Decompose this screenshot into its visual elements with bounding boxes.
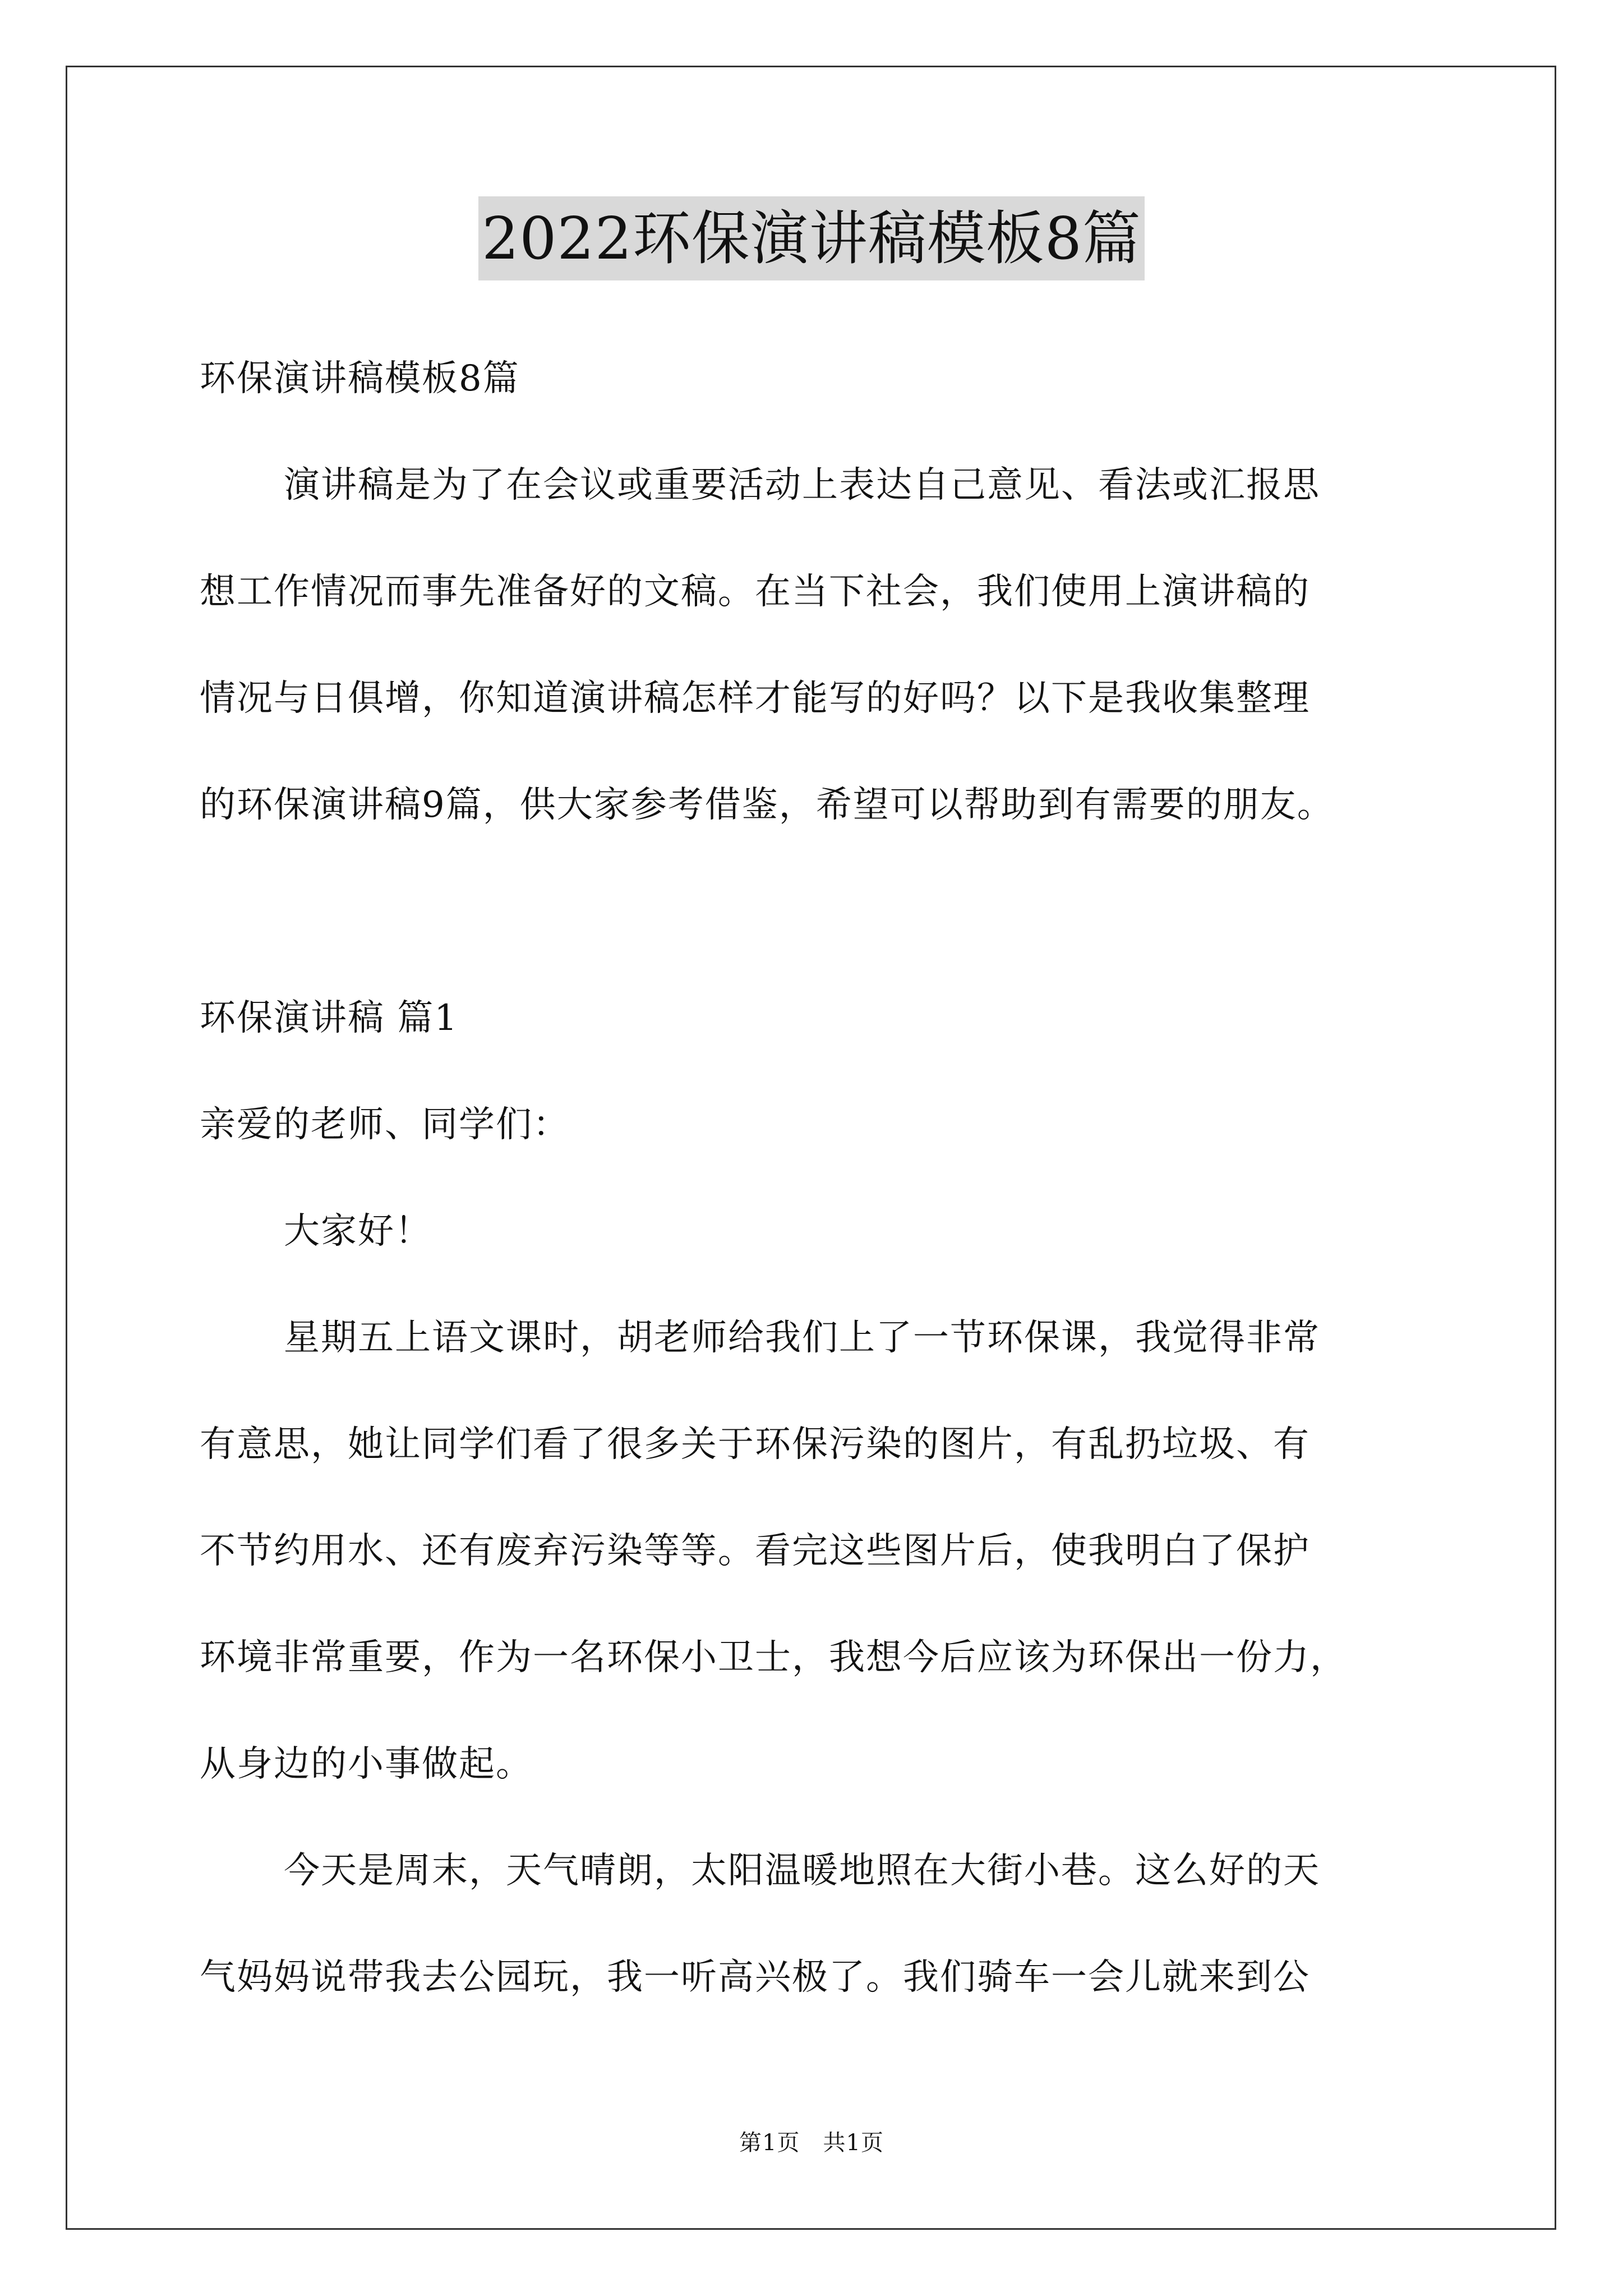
- paragraph1-line-3: 不节约用水、还有废弃污染等等。看完这些图片后，使我明白了保护: [200, 1530, 1310, 1572]
- paragraph1-line-1: 星期五上语文课时，胡老师给我们上了一节环保课，我觉得非常: [284, 1317, 1320, 1359]
- paragraph1-line-4: 环境非常重要，作为一名环保小卫士，我想今后应该为环保出一份力，: [200, 1637, 1347, 1678]
- document-subtitle: 环保演讲稿模板8篇: [200, 358, 520, 399]
- intro-line-1: 演讲稿是为了在会议或重要活动上表达自己意见、看法或汇报思: [284, 464, 1320, 506]
- document-title: 2022环保演讲稿模板8篇: [478, 196, 1145, 280]
- salutation: 亲爱的老师、同学们：: [200, 1104, 570, 1145]
- paragraph2-line-2: 气妈妈说带我去公园玩，我一听高兴极了。我们骑车一会儿就来到公: [200, 1957, 1310, 1998]
- intro-line-4: 的环保演讲稿9篇，供大家参考借鉴，希望可以帮助到有需要的朋友。: [200, 784, 1334, 826]
- page-footer: 第1页 共1页: [739, 2130, 884, 2156]
- paragraph1-line-2: 有意思，她让同学们看了很多关于环保污染的图片，有乱扔垃圾、有: [200, 1424, 1310, 1465]
- paragraph1-line-5: 从身边的小事做起。: [200, 1743, 533, 1785]
- paragraph2-line-1: 今天是周末，天气晴朗，太阳温暖地照在大街小巷。这么好的天: [284, 1850, 1320, 1892]
- intro-line-2: 想工作情况而事先准备好的文稿。在当下社会，我们使用上演讲稿的: [200, 571, 1310, 613]
- intro-line-3: 情况与日俱增，你知道演讲稿怎样才能写的好吗？以下是我收集整理: [200, 678, 1310, 719]
- title-container: [0, 196, 1623, 280]
- section-heading: 环保演讲稿 篇1: [200, 997, 459, 1039]
- greeting: 大家好！: [284, 1211, 432, 1252]
